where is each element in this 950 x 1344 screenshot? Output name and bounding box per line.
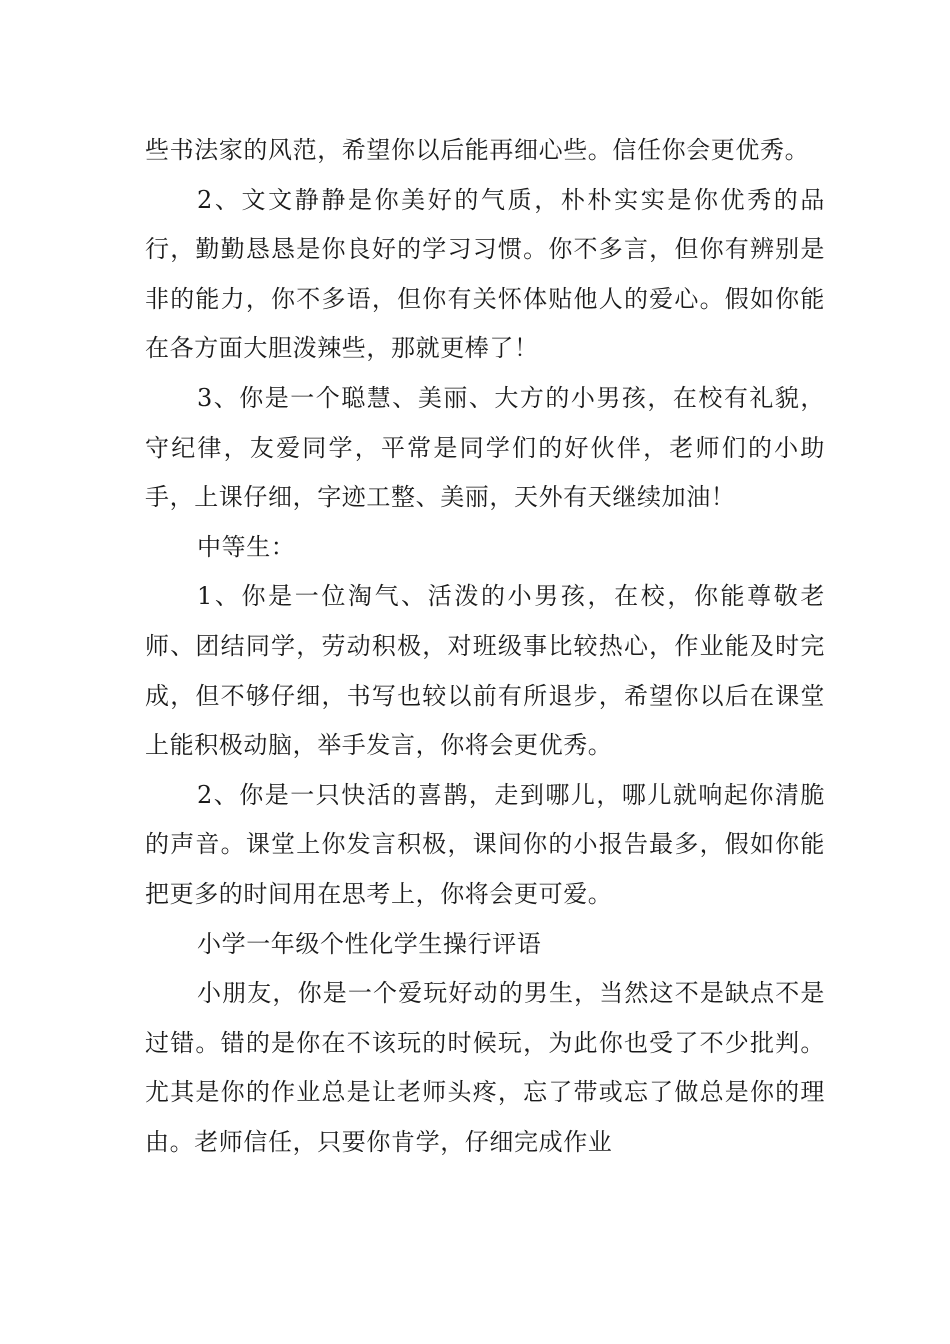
paragraph-middle-comment-1: 1、你是一位淘气、活泼的小男孩，在校，你能尊敬老师、团结同学，劳动积极，对班级事比较热心，作业能及时完成，但不够仔细，书写也较以前有所退步，希望你以后在课堂上能积极动脑，举手发言，你将会更优秀。 bbox=[145, 582, 825, 760]
paragraph-grade-one-comment: 小朋友，你是一个爱玩好动的男生，当然这不是缺点不是过错。错的是你在不该玩的时候玩，为此你也受了不少批判。尤其是你的作业总是让老师头疼，忘了带或忘了做总是你的理由。老师信任，只要你肯学，仔细完成作业 bbox=[145, 979, 825, 1156]
document-body bbox=[145, 126, 825, 1167]
paragraph-comment-3: 3、你是一个聪慧、美丽、大方的小男孩，在校有礼貌，守纪律，友爱同学，平常是同学们的好伙伴，老师们的小助手，上课仔细，字迹工整、美丽，天外有天继续加油！ bbox=[145, 383, 825, 512]
paragraph-continuation: 些书法家的风范，希望你以后能再细心些。信任你会更优秀。 bbox=[145, 136, 810, 164]
paragraph-comment-2: 2、文文静静是你美好的气质，朴朴实实是你优秀的品行，勤勤恳恳是你良好的学习习惯。你不多言，但你有辨别是非的能力，你不多语，但你有关怀体贴他人的爱心。假如你能在各方面大胆泼辣些，那就更棒了！ bbox=[145, 185, 825, 363]
paragraph-middle-comment-2: 2、你是一只快活的喜鹊，走到哪儿，哪儿就响起你清脆的声音。课堂上你发言积极，课间你的小报告最多，假如你能把更多的时间用在思考上，你将会更可爱。 bbox=[145, 780, 825, 908]
section-heading-grade-one: 小学一年级个性化学生操行评语 bbox=[197, 929, 542, 958]
section-heading-middle-students: 中等生： bbox=[197, 532, 296, 561]
